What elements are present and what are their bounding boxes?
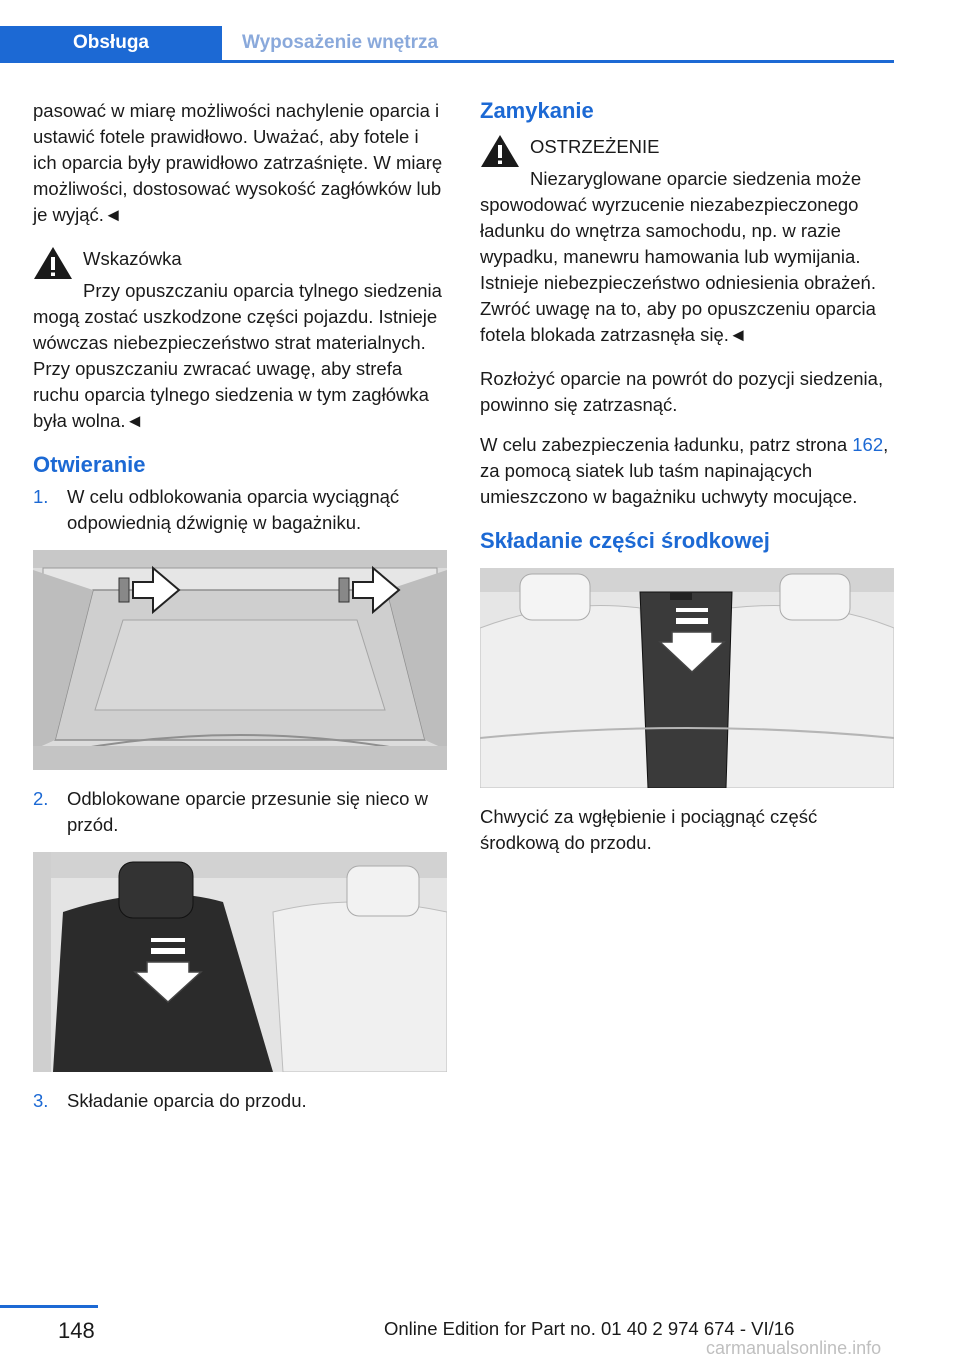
warning-block <box>480 130 894 348</box>
warning-text: Niezaryglowane oparcie siedzenia może spowodować wyrzucenie niezabezpieczonego ładunku do wnętrza samochodu, np. w razie wypadku, manewru hamowania lub wymijania. Istnieje niebezpieczeństwo odniesienia obrażeń. Zwróć uwagę na to, aby po opuszczeniu oparcia fotela blokada zatrzasnęła się.◄ <box>480 168 876 345</box>
warning-triangle-icon <box>480 134 520 168</box>
list-item <box>33 1088 447 1114</box>
page-number: 148 <box>58 1318 95 1343</box>
step-number: 1. <box>33 486 49 507</box>
section-title-skladanie-czesci-srodkowej: Składanie części środkowej <box>480 528 770 553</box>
watermark: carmanualsonline.info <box>706 1338 882 1358</box>
note-title: Wskazówka <box>83 248 182 269</box>
warning-title: OSTRZEŻENIE <box>530 136 660 157</box>
paragraph-text: W celu zabezpieczenia ładunku, patrz strona <box>480 434 853 455</box>
list-item <box>33 484 447 536</box>
note-block <box>33 242 447 434</box>
warning-triangle-icon <box>33 246 73 280</box>
paragraph-center-instruction: Chwycić za wgłębienie i pociągnąć część środkową do przodu. <box>480 806 818 853</box>
step-number: 3. <box>33 1090 49 1111</box>
paragraph-text: , za pomocą siatek lub taśm napinających umieszczono w bagażniku uchwyty mocujące. <box>480 434 889 507</box>
tab-wyposazenie-wnetrza[interactable]: Wyposażenie wnętrza <box>242 32 439 53</box>
step-text: Składanie oparcia do przodu. <box>67 1090 307 1111</box>
section-title-otwieranie: Otwieranie <box>33 452 146 477</box>
page-reference-link[interactable]: 162 <box>852 434 884 455</box>
section-title-zamykanie: Zamykanie <box>480 98 594 123</box>
header-bar <box>0 26 894 60</box>
step-text: W celu odblokowania oparcia wyciągnąć odpowiednią dźwignię w bagażniku. <box>67 486 400 533</box>
center-section-illustration <box>480 568 894 788</box>
footer-rule <box>0 1305 98 1308</box>
paragraph-cargo-securing <box>480 432 894 510</box>
left-column <box>33 98 447 1128</box>
seat-backrest-unlocked-illustration <box>33 852 447 1072</box>
edition-text: Online Edition for Part no. 01 40 2 974 674 - VI/16 <box>384 1318 795 1339</box>
trunk-levers-illustration <box>33 550 447 770</box>
paragraph-refold: Rozłożyć oparcie na powrót do pozycji siedzenia, powinno się zatrzasnąć. <box>480 368 884 415</box>
list-item <box>33 786 447 838</box>
note-text: Przy opuszczaniu oparcia tylnego siedzenia mogą zostać uszkodzone części pojazdu. Istnieje wówczas niebezpieczeństwo strat materialnych. Przy opuszczaniu zwracać uwagę, aby strefa ruchu oparcia tylnego siedzenia w tym zagłówka była wolna.◄ <box>33 280 442 431</box>
header-rule <box>0 60 894 63</box>
right-column <box>480 98 894 870</box>
intro-paragraph: pasować w miarę możliwości nachylenie oparcia i ustawić fotele prawidłowo. Uważać, aby fotele i ich oparcia były prawidłowo zatrzaśnięte. W miarę możliwości, dostosować wysokość zagłówków lub je wyjąć.◄ <box>33 100 443 225</box>
tab-obsluga[interactable]: Obsługa <box>0 26 222 60</box>
step-text: Odblokowane oparcie przesunie się nieco w przód. <box>67 788 428 835</box>
step-number: 2. <box>33 788 49 809</box>
